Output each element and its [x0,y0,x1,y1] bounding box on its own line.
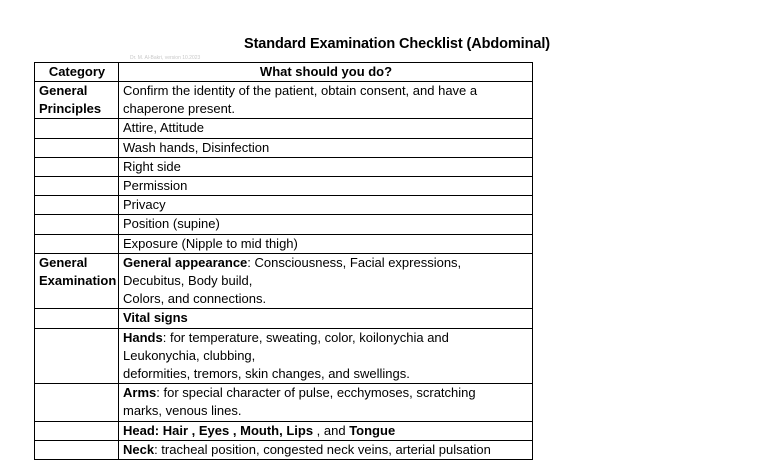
category-empty-cell [35,177,119,196]
item-text: Leukonychia, clubbing, [123,347,256,363]
category-empty-cell [35,196,119,215]
item-text: : Consciousness, Facial expressions, [247,254,462,270]
item-label: Arms [123,385,157,401]
checklist-item: Exposure (Nipple to mid thigh) [119,234,533,253]
item-label: Hands [123,329,163,345]
category-empty-cell [35,421,119,440]
item-separator: , [229,422,241,438]
item-text: Decubitus, Body build, [123,273,253,289]
checklist-item: Confirm the identity of the patient, obtain consent, and have a chaperone present. [119,82,533,119]
item-label: Neck [123,441,155,457]
category-empty-cell [35,328,119,384]
checklist-item: Attire, Attitude [119,119,533,138]
checklist-item: Permission [119,177,533,196]
table-row [35,157,533,176]
checklist-item: Privacy [119,196,533,215]
item-text: Tongue [349,422,396,438]
item-text: : for special character of pulse, ecchymoses, scratching [156,385,476,401]
table-row [35,82,533,119]
checklist-item-arms [119,384,533,421]
category-empty-cell [35,215,119,234]
item-separator: , [188,422,199,438]
category-label-line: Examination [39,273,117,289]
table-row [35,138,533,157]
checklist-item: Position (supine) [119,215,533,234]
category-empty-cell [35,119,119,138]
checklist-item-hands [119,328,533,384]
item-separator: , [279,422,287,438]
item-separator: , and [313,422,350,438]
category-empty-cell [35,384,119,421]
item-text: Eyes [198,422,230,438]
category-general-principles [35,82,119,119]
item-label: Vital signs [123,310,188,326]
category-empty-cell [35,309,119,328]
category-empty-cell [35,157,119,176]
category-column-header: Category [35,63,119,82]
table-row [35,309,533,328]
category-empty-cell [35,440,119,459]
watermark-text: Dr. M. Al-Bakri, version 10.2023 [130,55,201,61]
checklist-item: Wash hands, Disinfection [119,138,533,157]
table-row [35,328,533,384]
category-label-line: General [39,254,88,270]
category-label-line: Principles [39,101,102,117]
table-row [35,440,533,459]
item-text: Hair [162,422,189,438]
category-label-line: General [39,83,88,98]
table-row [35,384,533,421]
what-column-header: What should you do? [119,63,533,82]
item-text: Mouth [240,422,280,438]
table-row [35,421,533,440]
checklist-item-general-appearance [119,253,533,309]
table-header-row [35,63,533,82]
category-empty-cell [35,234,119,253]
table-row [35,119,533,138]
table-row [35,234,533,253]
item-text: Colors, and connections. [123,291,267,307]
item-text: : tracheal position, congested neck veins, arterial pulsation [154,441,491,457]
table-row [35,253,533,309]
examination-checklist-table [34,62,533,460]
document-title: Standard Examination Checklist (Abdominal) [244,36,550,52]
item-text: Lips [286,422,314,438]
item-text: : for temperature, sweating, color, koilonychia and [162,329,449,345]
item-text: marks, venous lines. [123,403,242,419]
table-row [35,196,533,215]
item-text: deformities, tremors, skin changes, and swellings. [123,366,410,382]
checklist-item-head [119,421,533,440]
table-row [35,177,533,196]
category-general-examination [35,253,119,309]
table-row [35,215,533,234]
category-empty-cell [35,138,119,157]
item-label: Head [123,422,155,438]
item-label: General appearance [123,254,248,270]
checklist-item-neck [119,440,533,459]
item-separator: : [154,422,163,438]
checklist-item: Right side [119,157,533,176]
checklist-item-vital-signs [119,309,533,328]
